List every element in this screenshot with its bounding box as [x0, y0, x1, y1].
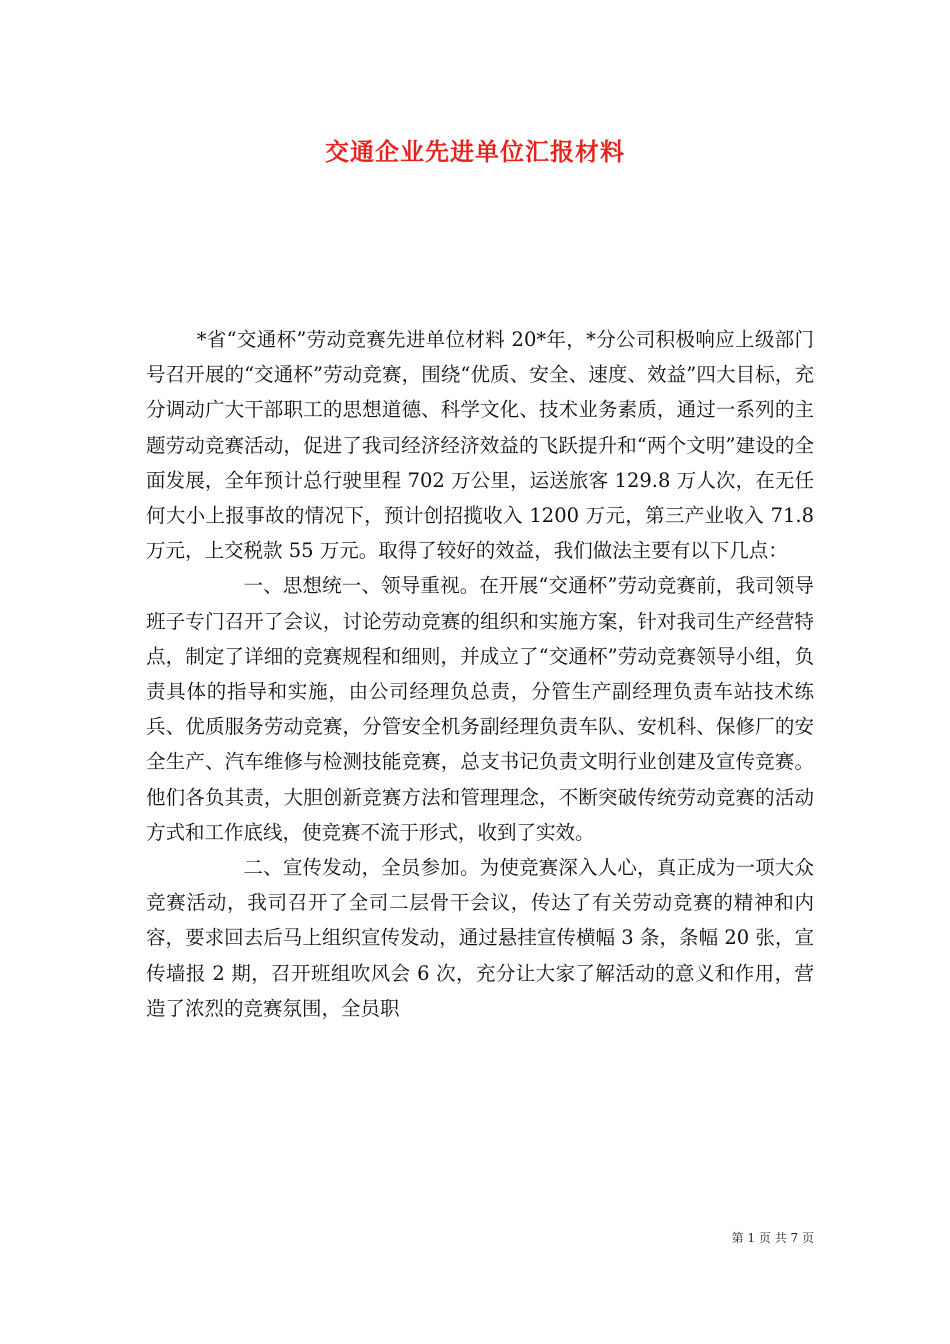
paragraph-section-one: 一、思想统一、领导重视。在开展“交通杯”劳动竞赛前，我司领导班子专门召开了会议，讨论劳动竞赛的组织和实施方案，针对我司生产经营特点，制定了详细的竞赛规程和细则，并成立了“交通杯”劳动竞赛领导小组，负责具体的指导和实施，由公司经理负总责，分管生产副经理负责车站技术练兵、优质服务劳动竞赛，分管安全机务副经理负责车队、安机科、保修厂的安全生产、汽车维修与检测技能竞赛，总支书记负责文明行业创建及宣传竞赛。他们各负其责，大胆创新竞赛方法和管理理念，不断突破传统劳动竞赛的活动方式和工作底线，使竞赛不流于形式，收到了实效。	[146, 574, 814, 844]
document-title: 交通企业先进单位汇报材料	[325, 137, 625, 166]
page-number-footer: 第 1 页 共 7 页	[731, 1231, 814, 1245]
document-body	[146, 322, 814, 1026]
paragraph-intro: *省“交通杯”劳动竞赛先进单位材料 20*年，*分公司积极响应上级部门号召开展的“交通杯”劳动竞赛，围绕“优质、安全、速度、效益”四大目标，充分调动广大干部职工的思想道德、科学文化、技术业务素质，通过一系列的主题劳动竞赛活动，促进了我司经济经济效益的飞跃提升和“两个文明”建设的全面发展，全年预计总行驶里程 702 万公里，运送旅客 129.8 万人次，在无任何大小上报事故的情况下，预计创招揽收入 1200 万元，第三产业收入 71.8 万元，上交税款 55 万元。取得了较好的效益，我们做法主要有以下几点：	[146, 328, 814, 563]
paragraph-section-two: 二、宣传发动，全员参加。为使竞赛深入人心，真正成为一项大众竞赛活动，我司召开了全司二层骨干会议，传达了有关劳动竞赛的精神和内容，要求回去后马上组织宣传发动，通过悬挂宣传横幅 3 条，条幅 20 张，宣传墙报 2 期，召开班组吹风会 6 次，充分让大家了解活动的意义和作用，营造了浓烈的竞赛氛围，全员职	[146, 856, 814, 1020]
